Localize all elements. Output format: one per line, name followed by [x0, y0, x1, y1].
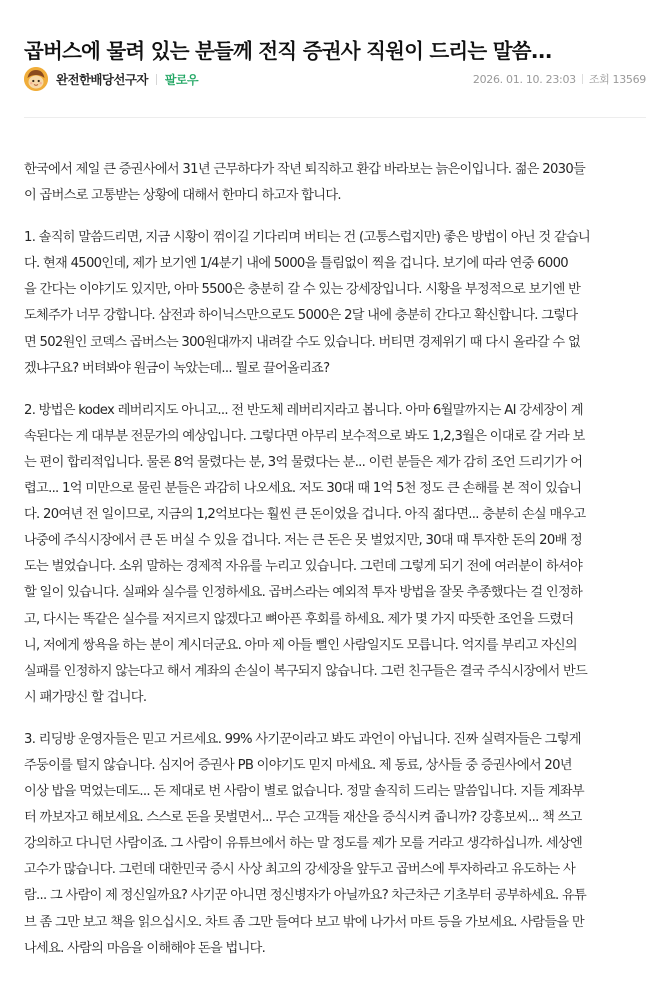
post-stats: [473, 71, 646, 87]
text-line: 면 502원인 코덱스 곱버스는 300원대까지 내려갈 수도 있습니다. 버티면 경제위기 때 다시 올라갈 수 없: [24, 334, 581, 350]
text-line: 람... 그 사람이 제 정신일까요? 사기꾼 아니면 정신병자가 아닐까요? 차근차근 기초부터 공부하세요. 유튜: [24, 888, 587, 904]
text-line: 한국에서 제일 큰 증권사에서 31년 근무하다가 작년 퇴직하고 환갑 바라보는 늙은이입니다. 젊은 2030들: [24, 162, 586, 177]
post-datetime: 2026. 01. 10. 23:03: [472, 72, 576, 86]
text-line: 이상 밥을 먹었는데도... 돈 제대로 번 사람이 별로 없습니다. 정말 솔직히 드리는 말씀입니다. 지들 계좌부: [24, 784, 584, 800]
paragraph-point-2: [24, 398, 652, 711]
text-line: 고, 다시는 똑같은 실수를 저지르지 않겠다고 뼈아픈 후회를 하세요. 제가 몇 가지 따뜻한 조언을 드렸더: [24, 611, 574, 627]
text-line: 고수가 많습니다. 그런데 대한민국 증시 사상 최고의 강세장을 앞두고 곱버스에 투자하라고 유도하는 사: [24, 862, 576, 878]
text-line: 다. 현재 4500인데, 제가 보기엔 1/4분기 내에 5000을 틀림없이 찍을 겁니다. 보기에 따라 연중 6000: [24, 256, 568, 272]
header-divider: [24, 117, 646, 118]
meta-divider: [156, 74, 157, 85]
text-line: 시 패가망신 할 겁니다.: [24, 689, 147, 705]
text-line: 2. 방법은 kodex 레버리지도 아니고... 전 반도체 레버리지라고 봅니다. 아마 6월말까지는 AI 강세장이 계: [24, 402, 583, 418]
text-line: 도는 벌었습니다. 소위 말하는 경제적 자유를 누리고 있습니다. 그런데 그렇게 되기 전에 여러분이 하셔야: [24, 559, 583, 575]
text-line: 을 간다는 이야기도 있지만, 아마 5500은 충분히 갈 수 있는 강세장입니다. 시황을 부정적으로 보기엔 반: [24, 282, 581, 298]
text-line: 1. 솔직히 말씀드리면, 지금 시황이 꺾이길 기다리며 버티는 건 (고통스럽지만) 좋은 방법이 아닌 것 같습니: [24, 230, 591, 246]
paragraph-point-3: [24, 727, 652, 962]
paragraph-point-1: [24, 225, 652, 382]
text-line: 겠냐구요? 버텨봐야 원금이 녹았는데... 뭘로 끌어올리죠?: [24, 360, 330, 376]
text-line: 실패를 인정하지 않는다고 해서 계좌의 손실이 복구되지 않습니다. 그런 친구들은 결국 주식시장에서 반드: [24, 663, 588, 679]
post-title: 곱버스에 물려 있는 분들께 전직 증권사 직원이 드리는 말씀...: [24, 38, 552, 63]
stats-divider: [582, 74, 583, 84]
text-line: 나세요. 사람의 마음을 이해해야 돈을 법니다.: [24, 940, 266, 956]
post-body: [24, 157, 652, 978]
text-line: 3. 리딩방 운영자들은 믿고 거르세요. 99% 사기꾼이라고 봐도 과언이 아닙니다. 진짜 실력자들은 그렇게: [24, 731, 581, 747]
text-line: 렵고... 1억 미만으로 물린 분들은 과감히 나오세요. 저도 30대 때 1억 5천 정도 큰 손해를 본 적이 있습니: [24, 481, 582, 497]
follow-button[interactable]: 팔로우: [164, 72, 199, 87]
paragraph-intro: [24, 157, 652, 209]
text-line: 터 까보자고 해보세요. 스스로 돈을 못벌면서... 무슨 고객들 재산을 증식시켜 줍니까? 강흥보씨... 책 쓰고: [24, 810, 582, 826]
text-line: 는 편이 합리적입니다. 물론 8억 물렸다는 분, 3억 물렸다는 분... 이런 분들은 제가 감히 조언 드리기가 어: [24, 454, 583, 470]
text-line: 다. 20여년 전 일이므로, 지금의 1,2억보다는 훨씬 큰 돈이었을 겁니다. 아직 젊다면... 충분히 손실 매우고: [24, 507, 586, 523]
views-label: 조회: [588, 73, 610, 86]
author-name[interactable]: 완전한배당선구자: [56, 72, 148, 87]
text-line: 할 일이 있습니다. 실패와 실수를 인정하세요. 곱버스라는 예외적 투자 방법을 잘못 추종했다는 걸 인정하: [24, 585, 583, 601]
text-line: 니, 저에게 쌍욕을 하는 분이 계시더군요. 아마 제 아들 뻘인 사람일지도 모릅니다. 억지를 부리고 자신의: [24, 637, 577, 653]
text-line: 강의하고 다니던 사람이죠. 그 사람이 유튜브에서 하는 말 정도를 제가 모를 거라고 생각하십니까. 세상엔: [24, 836, 583, 852]
avatar[interactable]: [24, 67, 48, 91]
post-meta: [24, 66, 646, 92]
cartoon-character-avatar-icon: [24, 67, 48, 91]
text-line: 주둥이를 털지 않습니다. 심지어 증권사 PB 이야기도 믿지 마세요. 제 동료, 상사들 중 증권사에서 20년: [24, 757, 572, 773]
text-line: 도체주가 너무 강합니다. 삼전과 하이닉스만으로도 5000은 2달 내에 충분히 간다고 확신합니다. 그렇다: [24, 308, 578, 324]
text-line: 이 곱버스로 고통받는 상황에 대해서 한마디 하고자 합니다.: [24, 188, 341, 204]
text-line: 브 좀 그만 보고 책을 읽으십시오. 차트 좀 그만 들여다 보고 밖에 나가서 마트 등을 가보세요. 사람들을 만: [24, 914, 584, 930]
views-count: 13569: [612, 72, 646, 86]
text-line: 속된다는 게 대부분 전문가의 예상입니다. 그렇다면 아무리 보수적으로 봐도 1,2,3월은 이대로 갈 거라 보: [24, 428, 585, 444]
text-line: 나중에 주식시장에서 큰 돈 버실 수 있을 겁니다. 저는 큰 돈은 못 벌었지만, 30대 때 투자한 돈의 20배 정: [24, 533, 583, 549]
